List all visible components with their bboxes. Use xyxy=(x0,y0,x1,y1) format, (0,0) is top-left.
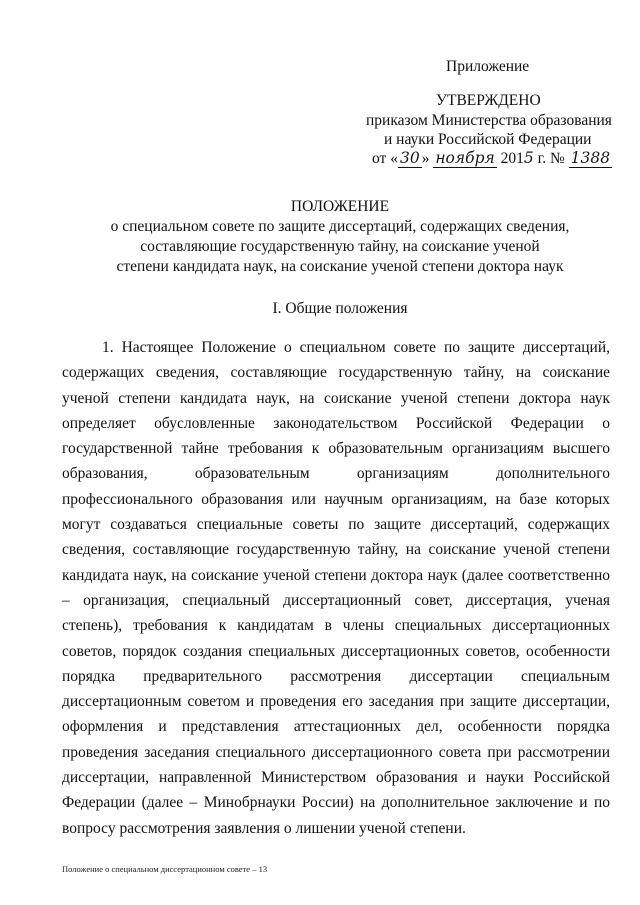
order-date-line xyxy=(372,149,612,168)
approved-label: УТВЕРЖДЕНО xyxy=(436,92,541,109)
date-year-handwritten: 5 xyxy=(523,149,534,167)
order-line-2: и науки Российской Федерации xyxy=(384,131,592,148)
date-month-handwritten: ноября xyxy=(435,149,495,167)
date-day-handwritten: 30 xyxy=(399,149,420,167)
title-heading: ПОЛОЖЕНИЕ xyxy=(290,198,390,215)
page-footer: Положение о специальном диссертационном совете – 13 xyxy=(62,864,268,874)
date-prefix: от « xyxy=(372,150,398,167)
title-line-1: о специальном совете по защите диссертаций, содержащих сведения, xyxy=(110,218,570,235)
document-title xyxy=(60,197,620,277)
order-number-handwritten: 1388 xyxy=(570,149,611,167)
paragraph-1-text: 1. Настоящее Положение о специальном совете по защите диссертаций, содержащих сведения, составляющие государственную тайну, на соискание ученой степени кандидата наук, на соискание ученой степени доктора наук определяет обусловленные законодательством Российской Федерации о государственной тайне требования к образовательным организациям высшего образования, образовательным организациям дополнительного профессионального образования или научным организациям, на базе которых могут создаваться специальные советы по защите диссертаций, содержащих сведения, составляющие государственную тайну, на соискание ученой степени кандидата наук, на соискание ученой степени доктора наук (далее соответственно – организация, специальный диссертационный совет, диссертация, ученая степень), требования к кандидатам в члены специальных диссертационных советов, порядок создания специальных диссертационных советов, особенности порядка предварительного рассмотрения диссертации специальным диссертационным советом и проведения его заседания при защите диссертации, оформления и представления аттестационных дел, особенности порядка проведения заседания специального диссертационного совета при рассмотрении диссертации, направленной Министерством образования и науки Российской Федерации (далее – Минобрнауки России) на дополнительное заключение и по вопросу рассмотрения заявления о лишении ученой степени. xyxy=(62,339,610,837)
date-suffix: г. № xyxy=(537,150,565,167)
order-line-1: приказом Министерства образования xyxy=(366,112,612,129)
appendix-label: Приложение xyxy=(446,58,530,75)
date-year-prefix: 201 xyxy=(500,150,524,167)
title-line-2: составляющие государственную тайну, на соискание ученой xyxy=(140,238,540,255)
paragraph-1 xyxy=(62,335,610,841)
date-mid: » xyxy=(421,150,430,167)
title-line-3: степени кандидата наук, на соискание ученой степени доктора наук xyxy=(116,258,564,275)
section-title: I. Общие положения xyxy=(272,300,408,317)
